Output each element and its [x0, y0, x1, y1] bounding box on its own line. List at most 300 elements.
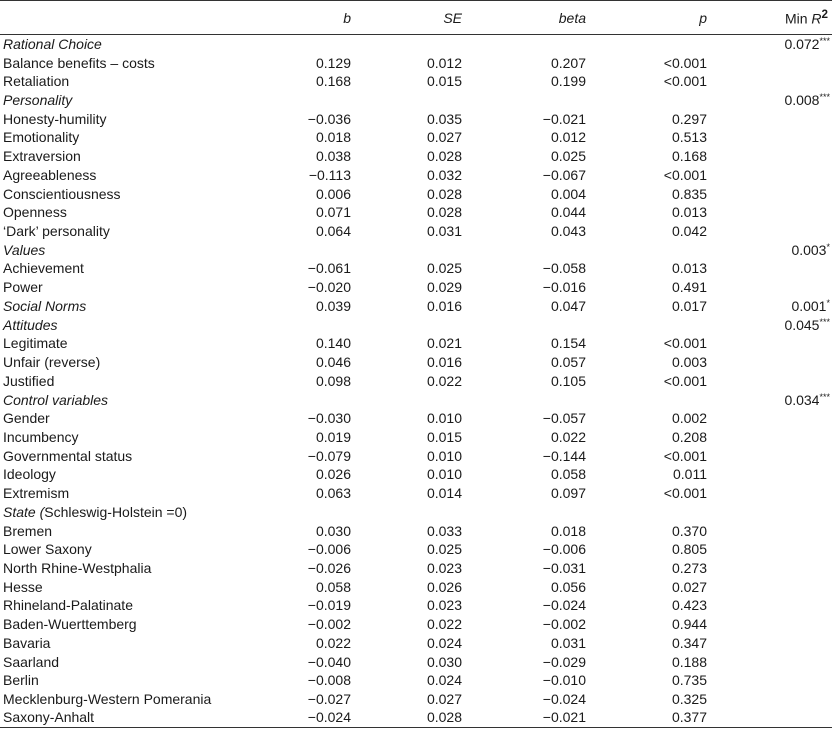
cell-min-r2 [707, 203, 832, 222]
cell-se: 0.024 [426, 634, 462, 651]
cell-b: 0.098 [315, 372, 351, 389]
label-text: Power [3, 279, 43, 296]
variable-label [0, 147, 240, 166]
variable-label [0, 166, 240, 185]
header-variable [0, 1, 240, 35]
label-text: Berlin [3, 672, 39, 689]
label-text: Personality [3, 92, 73, 109]
cell-p [586, 35, 707, 54]
label-text: Gender [3, 410, 50, 427]
cell-b: 0.018 [315, 129, 351, 146]
cell-beta [462, 315, 586, 334]
cell-se: 0.023 [426, 559, 462, 576]
cell-beta: −0.057 [542, 410, 586, 427]
cell-se [351, 502, 462, 521]
cell-b [240, 315, 351, 334]
r2-value: 0.072 [784, 36, 820, 53]
cell-se: 0.024 [426, 672, 462, 689]
cell-min-r2 [707, 240, 832, 259]
section-label [0, 315, 240, 334]
cell-se [351, 315, 462, 334]
cell-se: 0.035 [426, 110, 462, 127]
cell-b: 0.063 [315, 485, 351, 502]
cell-min-r2 [707, 109, 832, 128]
cell-min-r2 [707, 596, 832, 615]
cell-b: −0.008 [307, 672, 351, 689]
variable-label [0, 353, 240, 372]
table-row [0, 671, 832, 690]
cell-se: 0.025 [426, 260, 462, 277]
significance-stars: *** [819, 92, 830, 103]
variable-label [0, 259, 240, 278]
cell-p: 0.188 [671, 653, 707, 670]
table-row [0, 690, 832, 709]
cell-b: 0.071 [315, 204, 351, 221]
label-text: North Rhine-Westphalia [3, 559, 152, 576]
label-text: Saxony-Anhalt [3, 709, 95, 726]
table-row [0, 577, 832, 596]
label-text: Bremen [3, 522, 53, 539]
cell-se: 0.014 [426, 485, 462, 502]
cell-b: −0.040 [307, 653, 351, 670]
r2-value: 0.045 [784, 316, 820, 333]
cell-b: 0.129 [315, 54, 351, 71]
cell-b: 0.046 [315, 354, 351, 371]
label-text: State ( [3, 503, 45, 520]
cell-b: 0.026 [315, 466, 351, 483]
cell-beta: −0.058 [542, 260, 586, 277]
cell-p: 0.347 [671, 634, 707, 651]
cell-p: 0.513 [671, 129, 707, 146]
cell-se: 0.031 [426, 223, 462, 240]
cell-b [240, 35, 351, 54]
header-p: p [586, 1, 707, 35]
cell-beta [462, 502, 586, 521]
cell-p: <0.001 [663, 54, 707, 71]
header-se: SE [351, 1, 462, 35]
section-label [0, 35, 240, 54]
variable-label [0, 615, 240, 634]
cell-p: 0.944 [671, 616, 707, 633]
cell-min-r2 [707, 184, 832, 203]
cell-beta: 0.022 [550, 428, 586, 445]
cell-se: 0.022 [426, 372, 462, 389]
header-r-label: R [811, 10, 822, 27]
cell-min-r2 [707, 128, 832, 147]
cell-se: 0.028 [426, 204, 462, 221]
cell-min-r2 [707, 297, 832, 316]
table-row [0, 634, 832, 653]
cell-p: 0.377 [586, 708, 707, 727]
label-reference-text: Schleswig-Holstein =0) [44, 503, 188, 520]
table-row [0, 184, 832, 203]
cell-beta [462, 35, 586, 54]
cell-beta: −0.021 [462, 708, 586, 727]
cell-min-r2 [707, 166, 832, 185]
cell-p [586, 390, 707, 409]
cell-b [240, 390, 351, 409]
cell-se: 0.033 [426, 522, 462, 539]
cell-b: −0.079 [307, 447, 351, 464]
label-text: ‘Dark’ personality [3, 223, 110, 240]
cell-beta: 0.031 [550, 634, 586, 651]
label-text: Bavaria [3, 634, 51, 651]
cell-b [240, 91, 351, 110]
cell-beta [462, 91, 586, 110]
label-text: Social Norms [3, 297, 87, 314]
cell-beta: 0.025 [550, 148, 586, 165]
variable-label [0, 278, 240, 297]
variable-label [0, 559, 240, 578]
cell-b: 0.039 [315, 297, 351, 314]
cell-p: 0.002 [671, 410, 707, 427]
cell-p: 0.325 [671, 691, 707, 708]
cell-beta: 0.056 [550, 578, 586, 595]
cell-se: 0.021 [426, 335, 462, 352]
cell-p: 0.027 [671, 578, 707, 595]
header-min-label: Min [784, 10, 812, 27]
section-row [0, 240, 832, 259]
table-row [0, 652, 832, 671]
label-text: Attitudes [3, 316, 58, 333]
variable-label [0, 53, 240, 72]
section-label [0, 390, 240, 409]
section-row [0, 91, 832, 110]
cell-se: 0.028 [426, 185, 462, 202]
cell-se: 0.029 [426, 279, 462, 296]
cell-b: 0.006 [315, 185, 351, 202]
cell-b: −0.020 [307, 279, 351, 296]
cell-beta: 0.207 [550, 54, 586, 71]
label-text: Achievement [3, 260, 84, 277]
cell-se: 0.015 [426, 428, 462, 445]
cell-p: 0.735 [671, 672, 707, 689]
cell-b: 0.030 [315, 522, 351, 539]
table-row [0, 540, 832, 559]
label-text: Balance benefits – costs [3, 54, 155, 71]
label-text: Incumbency [3, 428, 79, 445]
variable-label [0, 540, 240, 559]
cell-min-r2 [707, 147, 832, 166]
cell-p [586, 502, 707, 521]
cell-min-r2 [707, 540, 832, 559]
cell-p [586, 240, 707, 259]
cell-p: 0.208 [671, 428, 707, 445]
variable-label [0, 465, 240, 484]
cell-beta: 0.199 [550, 73, 586, 90]
table-row [0, 708, 832, 727]
significance-stars: *** [819, 316, 830, 327]
label-text: Lower Saxony [3, 541, 92, 558]
cell-beta: −0.144 [542, 447, 586, 464]
label-text: Conscientiousness [3, 185, 121, 202]
cell-b: 0.022 [315, 634, 351, 651]
cell-min-r2 [707, 91, 832, 110]
cell-min-r2 [707, 446, 832, 465]
cell-p: 0.370 [671, 522, 707, 539]
cell-min-r2 [707, 521, 832, 540]
cell-min-r2 [707, 353, 832, 372]
cell-beta: −0.016 [542, 279, 586, 296]
cell-p: 0.003 [671, 354, 707, 371]
variable-label [0, 446, 240, 465]
cell-beta: 0.018 [550, 522, 586, 539]
section-label [0, 502, 240, 521]
cell-se: 0.012 [426, 54, 462, 71]
cell-min-r2 [707, 577, 832, 596]
cell-beta: 0.057 [550, 354, 586, 371]
cell-se: 0.027 [426, 129, 462, 146]
cell-beta: −0.021 [542, 110, 586, 127]
cell-se: 0.030 [426, 653, 462, 670]
section-row [0, 297, 832, 316]
cell-se: 0.026 [426, 578, 462, 595]
cell-min-r2 [707, 222, 832, 241]
table-row [0, 521, 832, 540]
table-row [0, 409, 832, 428]
cell-p: 0.013 [671, 260, 707, 277]
cell-beta: −0.010 [542, 672, 586, 689]
significance-stars: *** [819, 36, 830, 47]
cell-p [586, 315, 707, 334]
cell-beta: 0.004 [550, 185, 586, 202]
variable-label [0, 109, 240, 128]
variable-label [0, 334, 240, 353]
cell-min-r2 [707, 259, 832, 278]
r2-value: 0.001 [791, 297, 827, 314]
cell-se: 0.032 [426, 166, 462, 183]
cell-p: <0.001 [663, 447, 707, 464]
variable-label [0, 371, 240, 390]
cell-se [351, 35, 462, 54]
table-row [0, 147, 832, 166]
cell-p: 0.835 [671, 185, 707, 202]
cell-min-r2 [707, 390, 832, 409]
cell-beta: −0.002 [542, 616, 586, 633]
table-body [0, 35, 832, 728]
cell-p: <0.001 [663, 166, 707, 183]
section-label [0, 240, 240, 259]
cell-min-r2 [707, 484, 832, 503]
label-text: Baden-Wuerttemberg [3, 616, 137, 633]
section-row [0, 390, 832, 409]
label-text: Hesse [3, 578, 43, 595]
cell-beta: 0.105 [550, 372, 586, 389]
variable-label [0, 72, 240, 91]
cell-min-r2 [707, 35, 832, 54]
label-text: Mecklenburg-Western Pomerania [3, 691, 212, 708]
cell-beta: 0.043 [550, 223, 586, 240]
cell-se: 0.016 [426, 297, 462, 314]
variable-label [0, 652, 240, 671]
cell-min-r2 [707, 53, 832, 72]
cell-se: 0.028 [426, 148, 462, 165]
cell-p: 0.273 [671, 559, 707, 576]
section-label [0, 297, 240, 316]
label-text: Honesty-humility [3, 110, 107, 127]
cell-min-r2 [707, 652, 832, 671]
cell-p: 0.011 [673, 466, 707, 483]
cell-p [586, 91, 707, 110]
cell-b: −0.024 [240, 708, 351, 727]
variable-label [0, 409, 240, 428]
section-row [0, 35, 832, 54]
header-squared: 2 [821, 8, 828, 22]
label-text: Rational Choice [3, 36, 102, 53]
cell-b: −0.019 [307, 597, 351, 614]
cell-b: 0.058 [315, 578, 351, 595]
cell-se: 0.015 [426, 73, 462, 90]
cell-p: <0.001 [663, 73, 707, 90]
cell-beta: 0.012 [550, 129, 586, 146]
cell-p: <0.001 [663, 335, 707, 352]
label-text: Openness [3, 204, 67, 221]
label-text: Values [3, 241, 46, 258]
cell-min-r2 [707, 690, 832, 709]
label-text: Agreeableness [3, 166, 97, 183]
cell-min-r2 [707, 428, 832, 447]
label-text: Unfair (reverse) [3, 354, 101, 371]
label-text: Emotionality [3, 129, 80, 146]
section-row [0, 315, 832, 334]
cell-min-r2 [707, 671, 832, 690]
table-row [0, 109, 832, 128]
table-row [0, 278, 832, 297]
cell-b: 0.140 [315, 335, 351, 352]
cell-se: 0.025 [426, 541, 462, 558]
header-min-r2 [707, 1, 832, 35]
cell-p: 0.017 [671, 297, 707, 314]
cell-beta: −0.029 [542, 653, 586, 670]
label-text: Saarland [3, 653, 60, 670]
cell-min-r2 [707, 634, 832, 653]
variable-label [0, 596, 240, 615]
table-row [0, 446, 832, 465]
significance-stars: *** [819, 391, 830, 402]
cell-min-r2 [707, 559, 832, 578]
cell-se: 0.028 [351, 708, 462, 727]
significance-stars: * [826, 297, 830, 308]
cell-beta: 0.154 [550, 335, 586, 352]
cell-se: 0.010 [426, 410, 462, 427]
table-row [0, 596, 832, 615]
cell-beta: 0.058 [550, 466, 586, 483]
cell-beta: 0.044 [550, 204, 586, 221]
cell-b: −0.026 [307, 559, 351, 576]
cell-beta: 0.097 [550, 485, 586, 502]
cell-b: −0.061 [307, 260, 351, 277]
cell-p: 0.805 [671, 541, 707, 558]
table-row [0, 465, 832, 484]
cell-p: 0.168 [671, 148, 707, 165]
label-text: Justified [3, 372, 55, 389]
cell-beta: −0.024 [542, 691, 586, 708]
cell-beta [462, 390, 586, 409]
cell-se [351, 91, 462, 110]
cell-b: −0.027 [307, 691, 351, 708]
cell-se: 0.022 [426, 616, 462, 633]
table-row [0, 484, 832, 503]
table-row [0, 222, 832, 241]
cell-beta: −0.024 [542, 597, 586, 614]
cell-p: 0.423 [671, 597, 707, 614]
r2-value: 0.034 [784, 391, 820, 408]
cell-beta [462, 240, 586, 259]
variable-label [0, 577, 240, 596]
cell-b: −0.036 [307, 110, 351, 127]
cell-b: 0.038 [315, 148, 351, 165]
label-text: Extraversion [3, 148, 81, 165]
table-row [0, 72, 832, 91]
variable-label [0, 708, 240, 727]
cell-p: 0.013 [671, 204, 707, 221]
variable-label [0, 184, 240, 203]
cell-min-r2 [707, 371, 832, 390]
cell-se [351, 390, 462, 409]
table-row [0, 371, 832, 390]
cell-b: 0.064 [315, 223, 351, 240]
r2-value: 0.008 [784, 92, 820, 109]
cell-min-r2 [707, 409, 832, 428]
header-beta: beta [462, 1, 586, 35]
cell-b [240, 240, 351, 259]
variable-label [0, 484, 240, 503]
table-row [0, 334, 832, 353]
cell-beta: −0.031 [542, 559, 586, 576]
label-text: Extremism [3, 485, 70, 502]
variable-label [0, 634, 240, 653]
label-text: Retaliation [3, 73, 70, 90]
cell-p: <0.001 [663, 372, 707, 389]
cell-b: 0.168 [315, 73, 351, 90]
cell-p: <0.001 [663, 485, 707, 502]
cell-se [351, 240, 462, 259]
cell-se: 0.016 [426, 354, 462, 371]
variable-label [0, 690, 240, 709]
r2-value: 0.003 [791, 241, 827, 258]
section-label [0, 91, 240, 110]
header-b: b [240, 1, 351, 35]
table-row [0, 259, 832, 278]
table-row [0, 166, 832, 185]
table-row [0, 615, 832, 634]
table-row [0, 353, 832, 372]
cell-b [240, 502, 351, 521]
cell-b: −0.113 [308, 166, 351, 183]
cell-b: 0.019 [315, 428, 351, 445]
cell-min-r2 [707, 708, 832, 727]
section-row [0, 502, 832, 521]
cell-p: 0.491 [671, 279, 707, 296]
table-row [0, 203, 832, 222]
cell-beta: −0.006 [542, 541, 586, 558]
cell-min-r2 [707, 465, 832, 484]
label-text: Legitimate [3, 335, 68, 352]
table-row [0, 128, 832, 147]
label-text: Control variables [3, 391, 109, 408]
variable-label [0, 203, 240, 222]
label-text: Rhineland-Palatinate [3, 597, 133, 614]
cell-min-r2 [707, 502, 832, 521]
cell-beta: −0.067 [542, 166, 586, 183]
cell-min-r2 [707, 72, 832, 91]
variable-label [0, 128, 240, 147]
variable-label [0, 222, 240, 241]
cell-min-r2 [707, 315, 832, 334]
table-row [0, 428, 832, 447]
table-row [0, 53, 832, 72]
variable-label [0, 428, 240, 447]
